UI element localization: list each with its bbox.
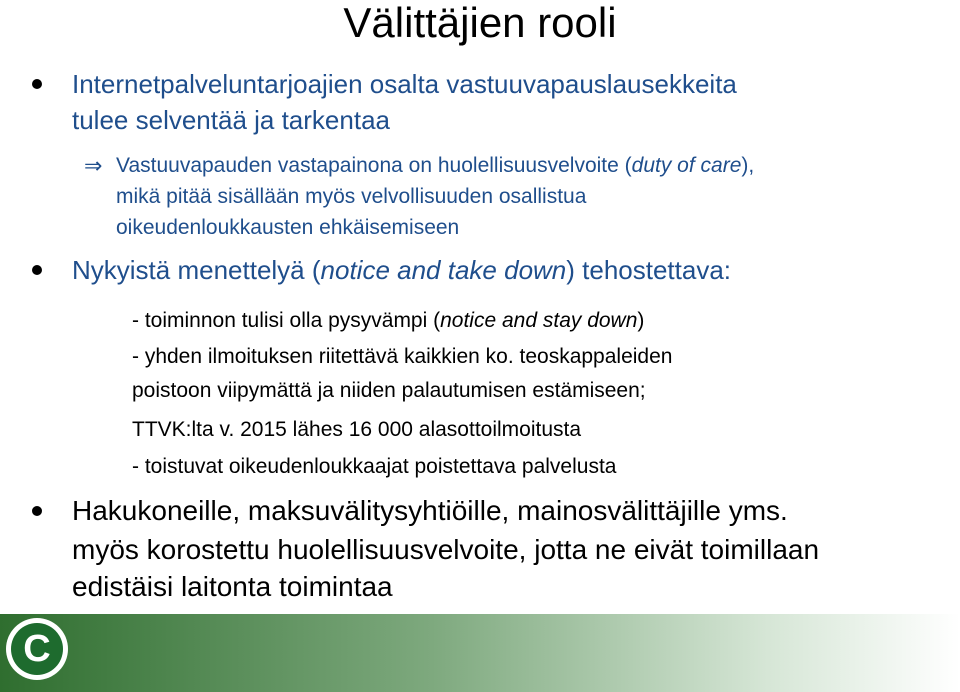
- bullet2-text: Nykyistä menettelyä (: [72, 255, 321, 285]
- copyright-logo-letter: C: [11, 623, 63, 675]
- bullet1-line2: tulee selventää ja tarkentaa: [72, 105, 390, 135]
- dash1-end: ): [637, 309, 645, 332]
- bullet-dot: [32, 79, 42, 89]
- dash3-line: - toistuvat oikeudenloukkaajat poistettava palvelusta: [132, 455, 617, 478]
- sub1-line3: oikeudenloukkausten ehkäisemiseen: [116, 216, 460, 239]
- sub1-line1-text: Vastuuvapauden vastapainona on huolellisuusvelvoite (: [116, 154, 632, 177]
- slide-title: Välittäjien rooli: [343, 0, 617, 46]
- dash2-line1: - yhden ilmoituksen riitettävä kaikkien ko. teoskappaleiden: [132, 345, 673, 368]
- bullet2-end: ) tehostettava:: [566, 255, 732, 285]
- bullet-dot: [32, 265, 42, 275]
- bullet3-line1: Hakukoneille, maksuvälitysyhtiöille, mainosvälittäjille yms.: [72, 495, 788, 526]
- implies-arrow-icon: ⇒: [84, 153, 103, 178]
- bullet1-line1: Internetpalveluntarjoajien osalta vastuuvapauslausekkeita: [72, 69, 737, 99]
- dash1-text: - toiminnon tulisi olla pysyvämpi (: [132, 309, 441, 332]
- bullet2-italic: notice and take down: [320, 255, 567, 285]
- bullet3-line3: edistäisi laitonta toimintaa: [72, 571, 393, 602]
- dash1-italic: notice and stay down: [440, 309, 638, 332]
- sub1-line2: mikä pitää sisällään myös velvollisuuden osallistua: [116, 185, 587, 208]
- sub1-italic: duty of care: [631, 154, 742, 177]
- sub1-line1-end: ),: [741, 154, 755, 177]
- dash2-line3: TTVK:lta v. 2015 lähes 16 000 alasottoilmoitusta: [132, 418, 582, 441]
- copyright-logo-icon: [6, 618, 68, 680]
- bullet3-line2: myös korostettu huolellisuusvelvoite, jotta ne eivät toimillaan: [72, 534, 820, 565]
- dash1-line: [132, 304, 644, 338]
- sub1-line1: [116, 150, 754, 182]
- footer-gradient-band: [0, 614, 960, 692]
- bullet2-line: [72, 252, 731, 288]
- bullet-dot: [32, 506, 42, 516]
- dash2-line2: poistoon viipymättä ja niiden palautumisen estämiseen;: [132, 379, 646, 402]
